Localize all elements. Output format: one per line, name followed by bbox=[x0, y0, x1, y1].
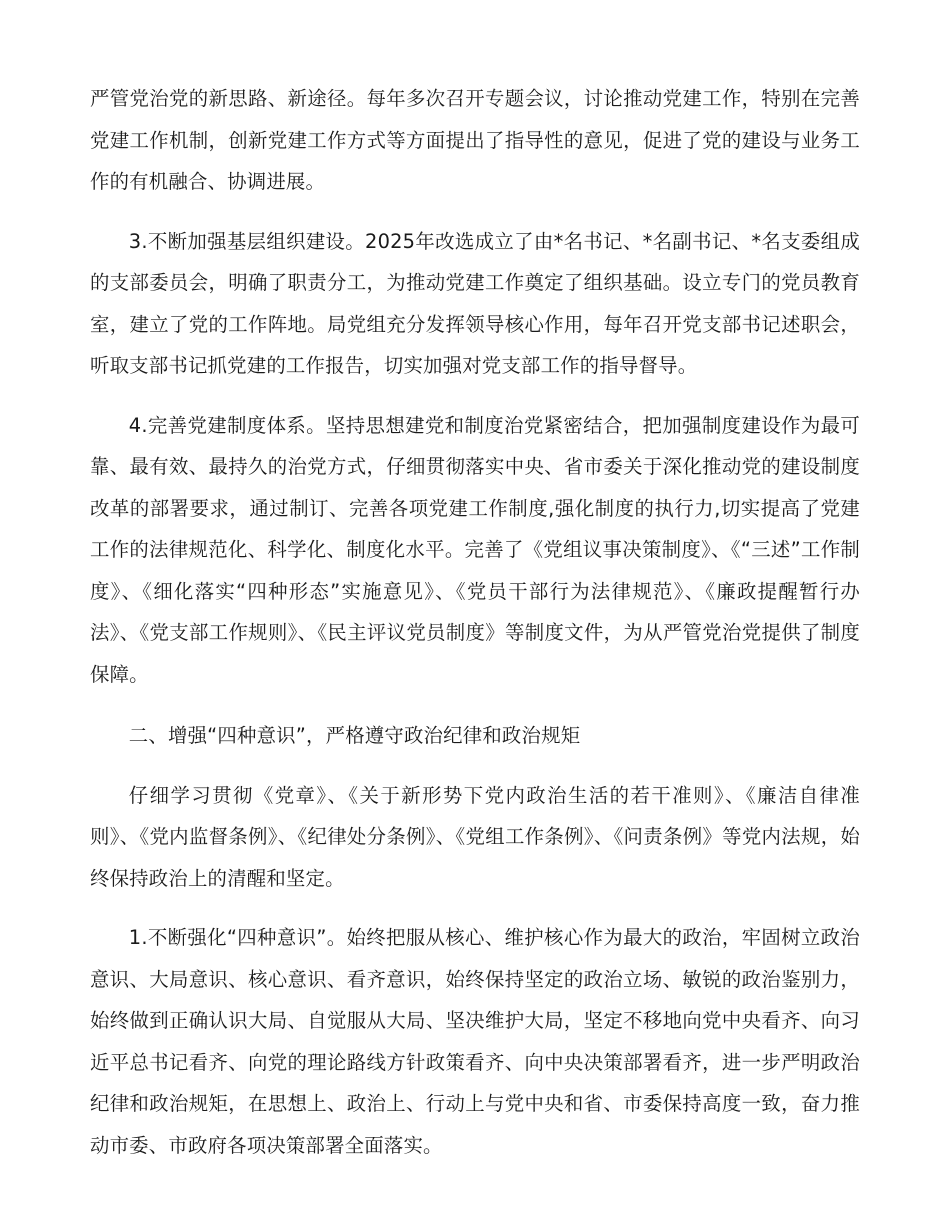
section-heading-two: 二、增强“四种意识”，严格遵守政治纪律和政治规矩 bbox=[128, 724, 581, 747]
paragraph-study-regulations: 仔细学习贯彻《党章》、《关于新形势下党内政治生活的若干准则》、《廉洁自律准则》、《党内监督条例》、《纪律处分条例》、《党组工作条例》、《问责条例》等党内法规，始终保持政治上的清醒和坚定。 bbox=[90, 783, 860, 890]
paragraph-continuation: 严管党治党的新思路、新途径。每年多次召开专题会议，讨论推动党建工作，特别在完善党建工作机制，创新党建工作方式等方面提出了指导性的意见，促进了党的建设与业务工作的有机融合、协调进展。 bbox=[90, 87, 860, 193]
document-page bbox=[90, 78, 860, 1166]
paragraph-grassroots-organization: 3.不断加强基层组织建设。2025年改选成立了由*名书记、*名副书记、*名支委组成的支部委员会，明确了职责分工，为推动党建工作奠定了组织基础。设立专门的党员教育室，建立了党的工作阵地。局党组充分发挥领导核心作用，每年召开党支部书记述职会，听取支部书记抓党建的工作报告，切实加强对党支部工作的指导督导。 bbox=[90, 229, 860, 377]
paragraph-institution-system: 4.完善党建制度体系。坚持思想建党和制度治党紧密结合，把加强制度建设作为最可靠、最有效、最持久的治党方式，仔细贯彻落实中央、省市委关于深化推动党的建设制度改革的部署要求，通过制订、完善各项党建工作制度,强化制度的执行力,切实提高了党建工作的法律规范化、科学化、制度化水平。完善了《党组议事决策制度》、《“三述”工作制度》、《细化落实“四种形态”实施意见》、《党员干部行为法律规范》、《廉政提醒暂行办法》、《党支部工作规则》、《民主评议党员制度》等制度文件，为从严管党治党提供了制度保障。 bbox=[90, 413, 860, 686]
paragraph-four-consciousness: 1.不断强化“四种意识”。始终把服从核心、维护核心作为最大的政治，牢固树立政治意识、大局意识、核心意识、看齐意识，始终保持坚定的政治立场、敏锐的政治鉴别力，始终做到正确认识大局、自觉服从大局、坚决维护大局，坚定不移地向党中央看齐、向习近平总书记看齐、向党的理论路线方针政策看齐、向中央决策部署看齐，进一步严明政治纪律和政治规矩，在思想上、政治上、行动上与党中央和省、市委保持高度一致，奋力推动市委、市政府各项决策部署全面落实。 bbox=[90, 926, 860, 1157]
